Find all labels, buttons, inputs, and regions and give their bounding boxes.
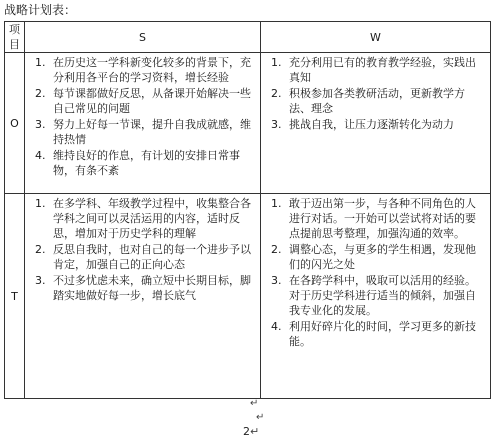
- list-item: 3. 不过多忧虑未来，确立短中长期目标，脚踏实地做好每一步，增长底气: [49, 273, 256, 303]
- so-list: [25, 53, 260, 178]
- st-cell: [25, 194, 261, 399]
- title-text: 战略计划表：: [4, 3, 77, 17]
- list-item: 4. 维持良好的作息，有计划的安排日常事物，有条不紊: [49, 148, 256, 178]
- list-item: 2. 每节课都做好反思，从备课开始解决一些自己常见的问题: [49, 86, 256, 116]
- list-item: 2. 积极参加各类教研活动，更新教学方法、理念: [285, 86, 486, 116]
- row-label-cell: [5, 53, 25, 194]
- list-item: 1. 敢于迈出第一步，与各种不同角色的人进行对话。一开始可以尝试将对话的要点提前思考整理，加强沟通的效率。: [285, 196, 486, 241]
- header-corner-label: 项目: [9, 23, 20, 51]
- table-header-row: [5, 22, 491, 53]
- document-title: [4, 2, 76, 18]
- list-item: 1. 在历史这一学科新变化较多的背景下，充分利用各平台的学习资料，增长经验: [49, 55, 256, 85]
- st-list: [25, 194, 260, 303]
- wt-cell: [261, 194, 491, 399]
- list-item: 3. 努力上好每一节课，提升自我成就感，维持热情: [49, 117, 256, 147]
- header-s-label: S: [139, 30, 146, 44]
- list-item: 2. 调整心态，与更多的学生相遇，发现他们的闪光之处: [285, 242, 486, 272]
- paragraph-mark: ↵: [250, 398, 259, 409]
- paragraph-mark: ↵: [256, 412, 265, 423]
- paragraph-mark: ↵: [250, 425, 260, 438]
- list-item: 2. 反思自我时，也对自己的每一个进步予以肯定，加强自己的正向心态: [49, 242, 256, 272]
- page-number: [243, 425, 259, 438]
- page-number-text: 2: [243, 425, 250, 438]
- table-row: [5, 53, 491, 194]
- header-s-cell: [25, 22, 261, 53]
- list-item: 1. 在多学科、年级教学过程中，收集整合各学科之间可以灵活运用的内容，适时反思，增加对于历史学科的理解: [49, 196, 256, 241]
- list-item: 4. 利用好碎片化的时间，学习更多的新技能。: [285, 319, 486, 349]
- list-item: 1. 充分利用已有的教育教学经验，实践出真知: [285, 55, 486, 85]
- table-row: [5, 194, 491, 399]
- list-item: 3. 挑战自我，让压力逐渐转化为动力: [285, 117, 486, 132]
- header-w-label: W: [370, 30, 381, 44]
- wo-list: [261, 53, 490, 132]
- row-label: T: [11, 289, 18, 303]
- wo-cell: [261, 53, 491, 194]
- header-w-cell: [261, 22, 491, 53]
- list-item: 3. 在各跨学科中，吸取可以活用的经验。对于历史学科进行适当的倾斜，加强自我专业化的发展。: [285, 273, 486, 318]
- header-corner-cell: [5, 22, 25, 53]
- wt-list: [261, 194, 490, 349]
- row-label-cell: [5, 194, 25, 399]
- so-cell: [25, 53, 261, 194]
- row-label: O: [10, 116, 19, 130]
- strategy-plan-table: [4, 21, 491, 399]
